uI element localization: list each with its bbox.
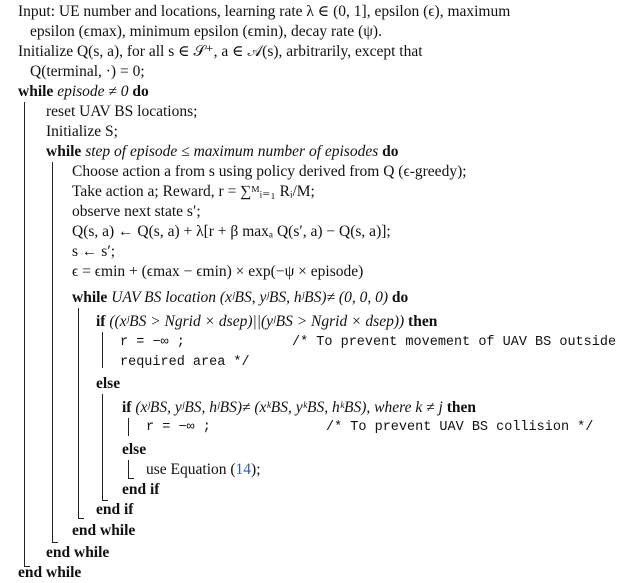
if-grid — [96, 312, 437, 332]
do-keyword: do — [132, 83, 149, 100]
end-while-location: end while — [72, 522, 136, 539]
comment-collision: /* To prevent UAV BS collision */ — [326, 420, 594, 435]
end-if-inner: end if — [122, 481, 160, 498]
q-update-line: Q(s, a) ← Q(s, a) + λ[r + β maxₐ Q(s′, a) − Q(s, a)]; — [72, 223, 391, 240]
location-condition: UAV BS location (xʲBS, yʲBS, hʲBS)≠ (0, 0, 0) — [111, 289, 389, 306]
while-keyword: while — [46, 143, 82, 160]
outer-while-rule — [24, 102, 25, 566]
use-equation-prefix: use Equation ( — [146, 461, 236, 478]
input-line-2: epsilon (ϵmax), minimum epsilon (ϵmin), decay rate (ψ). — [30, 23, 382, 40]
s-assign-line: s ← s′; — [72, 243, 116, 260]
init-line-2: Q(terminal, ·) = 0; — [30, 63, 145, 80]
r-neg-inf-line-2: r = −∞ ; — [146, 420, 211, 435]
else-keyword-1: else — [96, 375, 121, 392]
while-keyword: while — [72, 289, 108, 306]
else-rule-2-end — [128, 478, 134, 479]
while-keyword: while — [18, 83, 54, 100]
do-keyword: do — [391, 289, 409, 306]
then-keyword: then — [446, 399, 476, 416]
end-while-step: end while — [46, 544, 110, 561]
if-grid-rule — [102, 332, 103, 368]
choose-line: Choose action a from s using policy derived from Q (ϵ-greedy); — [72, 163, 467, 180]
location-while-rule — [78, 308, 79, 518]
step-condition: step of episode ≤ maximum number of episodes — [85, 143, 379, 160]
collision-condition: (xʲBS, yʲBS, hʲBS)≠ (xᵏBS, yᵏBS, hᵏBS), where k ≠ j — [135, 399, 443, 416]
if-keyword: if — [122, 399, 132, 416]
r-neg-inf-line-1: r = −∞ ; — [120, 335, 185, 350]
reset-line: reset UAV BS locations; — [46, 103, 198, 120]
comment-outside-area: /* To prevent movement of UAV BS outside — [292, 335, 617, 350]
if-keyword: if — [96, 313, 106, 330]
if-collision — [122, 398, 476, 418]
location-while — [72, 288, 408, 308]
grid-condition: ((xʲBS > Ngrid × dsep)||(yʲBS > Ngrid × dsep)) — [109, 313, 405, 330]
observe-line: observe next state s′; — [72, 203, 201, 220]
step-while-rule — [52, 162, 53, 542]
do-keyword: do — [382, 143, 399, 160]
step-while — [46, 142, 399, 162]
location-while-rule-end — [78, 518, 84, 519]
use-equation-suffix: ); — [251, 461, 261, 478]
init-s-line: Initialize S; — [46, 123, 118, 140]
take-action-line: Take action a; Reward, r = ∑ᴹᵢ₌₁ Rᵢ/M; — [72, 183, 315, 200]
end-while-outer: end while — [18, 564, 82, 581]
else-rule-2 — [128, 460, 129, 478]
end-if-outer: end if — [96, 501, 134, 518]
outer-condition: episode ≠ 0 — [57, 83, 129, 100]
else-rule-1 — [102, 394, 103, 500]
use-equation-line — [146, 460, 261, 480]
equation-ref-link[interactable]: 14 — [235, 461, 252, 478]
eps-update-line: ϵ = ϵmin + (ϵmax − ϵmin) × exp(−ψ × episode) — [72, 263, 364, 280]
init-line-1: Initialize Q(s, a), for all s ∈ 𝒮⁺, a ∈ 𝒜(s), arbitrarily, except that — [18, 43, 423, 60]
outer-while — [18, 82, 149, 102]
comment-required-area: required area */ — [120, 355, 250, 370]
if-collision-rule — [128, 418, 129, 436]
input-line-1: Input: UE number and locations, learning rate λ ∈ (0, 1], epsilon (ϵ), maximum — [18, 3, 511, 20]
then-keyword: then — [408, 313, 438, 330]
else-keyword-2: else — [122, 441, 147, 458]
